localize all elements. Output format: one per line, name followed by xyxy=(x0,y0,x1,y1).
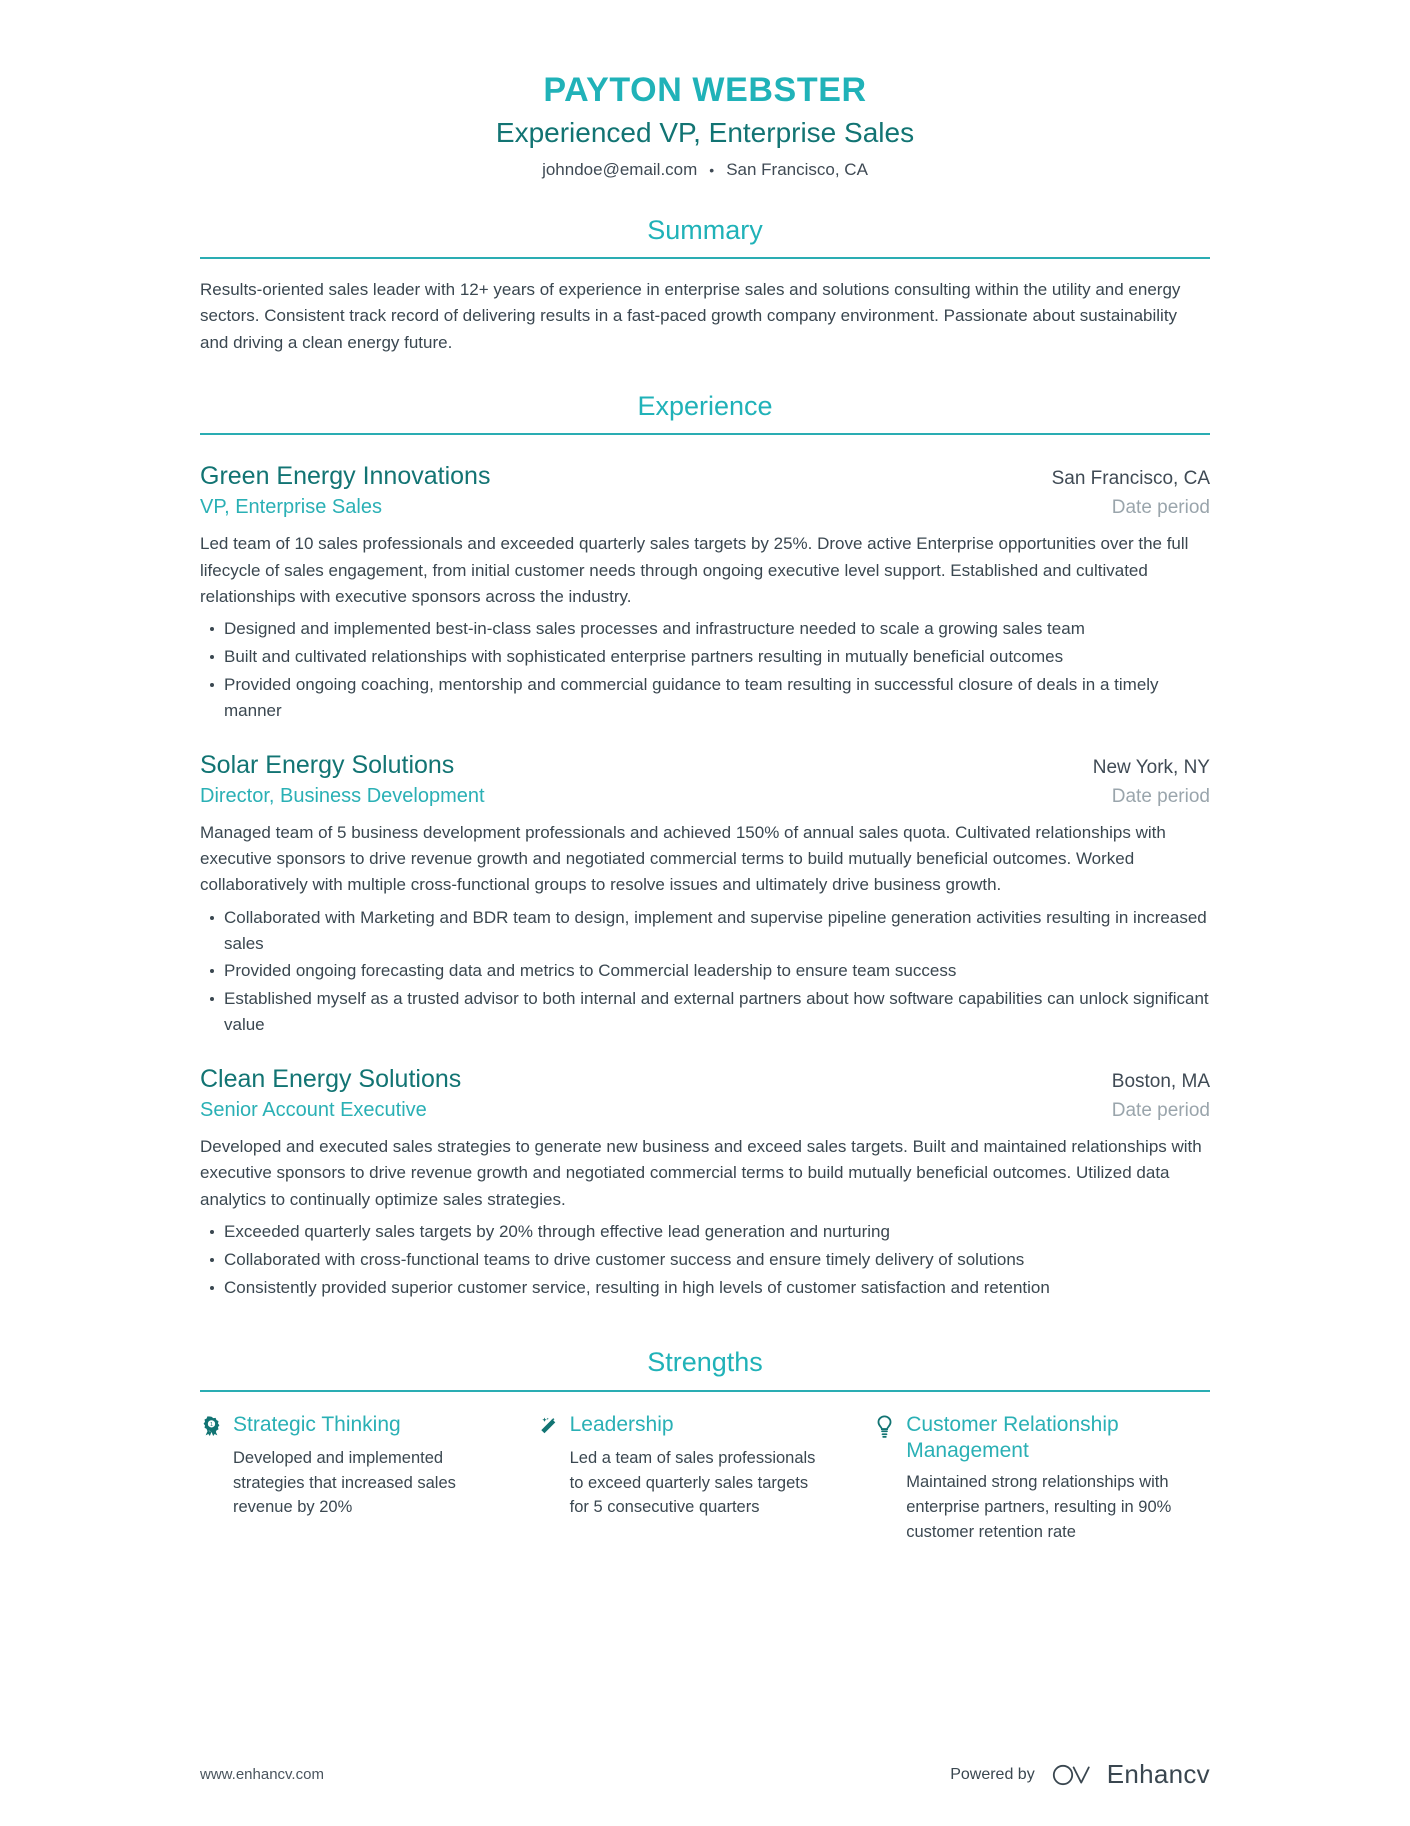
experience-date: Date period xyxy=(1111,785,1210,807)
section-title-experience: Experience xyxy=(637,391,773,421)
experience-role-row xyxy=(200,1098,1210,1123)
section-strengths xyxy=(200,1346,1210,1544)
footer-inner xyxy=(100,1759,1310,1790)
list-item: Provided ongoing coaching, mentorship and commercial guidance to team resulting in successful closure of deals in a timely manner xyxy=(200,672,1210,724)
strength-name: Leadership xyxy=(569,1412,674,1436)
strength-item xyxy=(200,1412,537,1545)
experience-header-row xyxy=(200,1064,1210,1094)
strength-item xyxy=(537,1412,874,1545)
experience-location: New York, NY xyxy=(1092,756,1210,778)
experience-role-row xyxy=(200,784,1210,809)
list-item: Exceeded quarterly sales targets by 20% through effective lead generation and nurturing xyxy=(200,1219,1210,1245)
strength-header xyxy=(873,1412,1210,1465)
experience-date: Date period xyxy=(1111,497,1210,519)
contact-separator-dot: • xyxy=(709,161,715,178)
section-summary xyxy=(200,214,1210,356)
experience-description: Developed and executed sales strategies to generate new business and exceed sales targets. Built and maintained relationships with executive sponsors to drive revenue growth and negotiated commercial terms to build mutually beneficial outcomes. Utilized data analytics to continually optimize sales strategies. xyxy=(200,1136,1202,1209)
experience-company: Clean Energy Solutions xyxy=(200,1064,462,1093)
contact-location: San Francisco, CA xyxy=(726,159,868,179)
experience-company: Green Energy Innovations xyxy=(200,462,491,491)
enhancv-wordmark: Enhancv xyxy=(1106,1759,1210,1789)
experience-location: Boston, MA xyxy=(1111,1070,1210,1092)
experience-role: VP, Enterprise Sales xyxy=(200,496,382,519)
list-item: Built and cultivated relationships with sophisticated enterprise partners resulting in mutually beneficial outcomes xyxy=(200,644,1210,670)
strength-name: Strategic Thinking xyxy=(233,1412,401,1436)
strength-description: Led a team of sales professionals to exceed quarterly sales targets for 5 consecutive quarters xyxy=(569,1448,816,1517)
section-divider xyxy=(200,433,1210,435)
strengths-grid xyxy=(200,1412,1210,1545)
experience-location: San Francisco, CA xyxy=(1051,468,1210,490)
list-item: Provided ongoing forecasting data and metrics to Commercial leadership to ensure team success xyxy=(200,958,1210,984)
list-item: Consistently provided superior customer service, resulting in high levels of customer satisfaction and retention xyxy=(200,1275,1210,1301)
section-divider xyxy=(200,1390,1210,1392)
contact-line xyxy=(200,160,1210,180)
list-item: Collaborated with Marketing and BDR team to design, implement and supervise pipeline generation activities resulting in increased sales xyxy=(200,905,1210,957)
experience-bullet-list xyxy=(200,1219,1210,1300)
lightbulb-icon xyxy=(873,1414,895,1440)
strength-item xyxy=(873,1412,1210,1545)
candidate-name: PAYTON WEBSTER xyxy=(543,71,867,109)
experience-item xyxy=(200,461,1210,723)
experience-description: Managed team of 5 business development professionals and achieved 150% of annual sales quota. Cultivated relationships with executive sponsors to drive revenue growth and negotiated commercial terms to build mutually beneficial outcomes. Worked collaboratively with multiple cross-functional groups to resolve issues and ultimately drive business growth. xyxy=(200,822,1166,895)
resume-footer xyxy=(0,1759,1410,1790)
experience-role: Director, Business Development xyxy=(200,784,485,807)
footer-website-link[interactable]: www.enhancv.com xyxy=(200,1766,324,1783)
section-title-summary: Summary xyxy=(647,214,763,245)
svg-text:1: 1 xyxy=(209,1422,213,1429)
list-item: Established myself as a trusted advisor to both internal and external partners about how software capabilities can unlock significant value xyxy=(200,986,1210,1038)
enhancv-logo xyxy=(1051,1759,1210,1790)
experience-date: Date period xyxy=(1111,1099,1210,1121)
list-item: Collaborated with cross-functional teams to drive customer success and ensure timely delivery of solutions xyxy=(200,1247,1210,1273)
experience-description: Led team of 10 sales professionals and exceeded quarterly sales targets by 25%. Drove active Enterprise opportunities over the full lifecycle of sales engagement, from initial customer needs through ongoing executive level support. Established and cultivated relationships with executive sponsors across the industry. xyxy=(200,534,1189,607)
section-divider xyxy=(200,257,1210,259)
experience-item xyxy=(200,1064,1210,1301)
experience-header-row xyxy=(200,461,1210,491)
resume-content xyxy=(100,0,1310,1545)
experience-role-row xyxy=(200,495,1210,520)
experience-item xyxy=(200,750,1210,1038)
summary-text: Results-oriented sales leader with 12+ years of experience in enterprise sales and solutions consulting within the utility and energy sectors. Consistent track record of delivering results in a fast-paced growth company environment. Passionate about sustainability and driving a clean energy future. xyxy=(200,279,1181,352)
experience-company: Solar Energy Solutions xyxy=(200,750,455,779)
contact-email[interactable]: johndoe@email.com xyxy=(542,159,698,179)
list-item: Designed and implemented best-in-class sales processes and infrastructure needed to scale a growing sales team xyxy=(200,616,1210,642)
section-experience xyxy=(200,390,1210,1300)
magic-wand-icon xyxy=(537,1414,559,1440)
section-title-strengths: Strengths xyxy=(647,1347,763,1378)
powered-by-label: Powered by xyxy=(950,1765,1035,1783)
resume-header xyxy=(200,0,1210,180)
experience-bullet-list xyxy=(200,616,1210,723)
strength-name: Customer Relationship Management xyxy=(906,1412,1119,1463)
experience-header-row xyxy=(200,750,1210,780)
award-ribbon-icon xyxy=(200,1414,222,1440)
strength-description: Maintained strong relationships with enterprise partners, resulting in 90% customer retention rate xyxy=(906,1473,1172,1541)
candidate-job-title: Experienced VP, Enterprise Sales xyxy=(495,117,915,149)
experience-bullet-list xyxy=(200,905,1210,1038)
strength-header xyxy=(537,1412,830,1440)
strength-header xyxy=(200,1412,493,1440)
experience-role: Senior Account Executive xyxy=(200,1098,427,1121)
strength-description: Developed and implemented strategies that increased sales revenue by 20% xyxy=(233,1448,456,1517)
footer-branding xyxy=(950,1759,1210,1790)
